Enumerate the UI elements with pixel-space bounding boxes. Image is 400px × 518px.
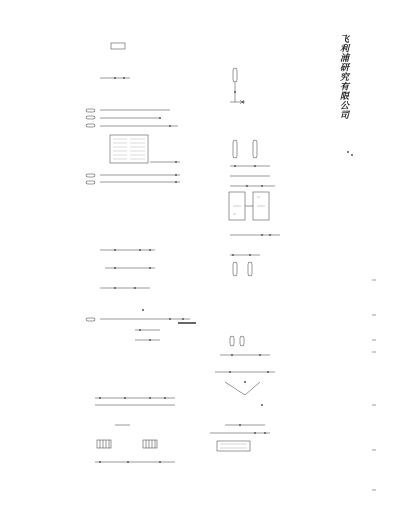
company-title: 飞利浦研究有限公司 (338, 34, 348, 120)
wire (245, 382, 260, 395)
resistor-r2 (86, 116, 95, 119)
capacitor-c7 (240, 336, 244, 346)
ic-block (110, 135, 148, 163)
capacitor-c3 (253, 140, 257, 158)
ic-pin-text (113, 139, 145, 159)
relay-inner-marks (233, 197, 265, 214)
top-connector-box (111, 43, 125, 49)
capacitor-c2 (233, 140, 237, 158)
resistor-r6 (86, 318, 95, 321)
resistor-r5 (86, 181, 95, 184)
capacitor-c6 (230, 336, 234, 346)
wire (225, 382, 245, 395)
capacitor-c1 (233, 68, 237, 82)
resistor-r1 (86, 109, 95, 112)
capacitor-c4 (233, 262, 237, 276)
label-plate-text (220, 444, 247, 448)
label-plate (217, 441, 250, 451)
resistor-r4 (86, 174, 95, 177)
capacitor-c5 (248, 262, 252, 276)
resistor-r3 (86, 124, 95, 127)
